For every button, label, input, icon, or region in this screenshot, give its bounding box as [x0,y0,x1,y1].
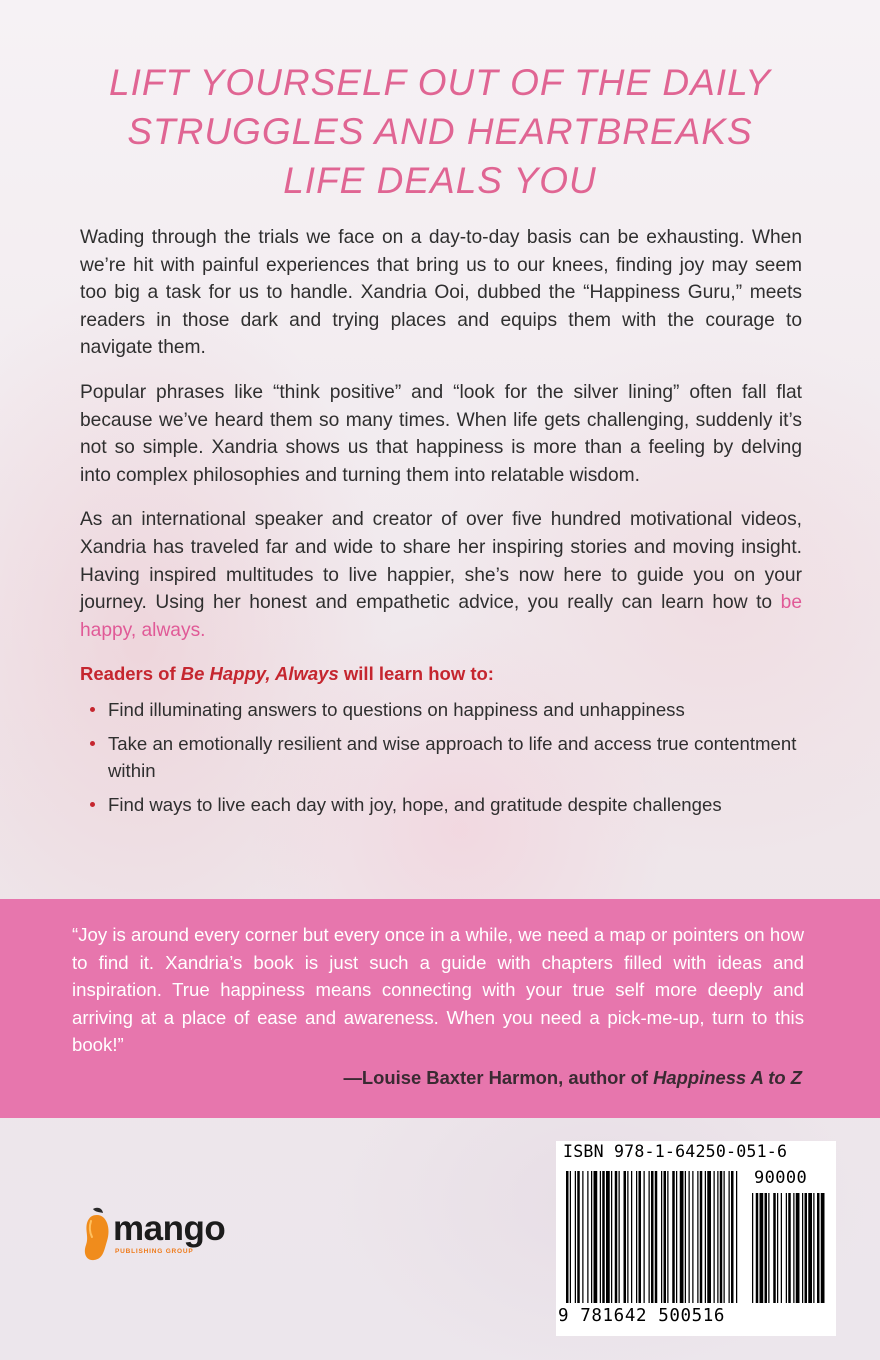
paragraph-3 [80,506,802,644]
barcode-bar [582,1171,583,1303]
barcode-bar [729,1171,730,1303]
list-item [108,696,802,723]
attribution-author: —Louise Baxter Harmon, author of [343,1067,654,1088]
publisher-name: mango [113,1209,226,1248]
list-item-text: Take an emotionally resilient and wise approach to life and access true contentment within [108,733,797,782]
paragraph-1: Wading through the trials we face on a day-to-day basis can be exhausting. When we’re hit with painful experiences that bring us to our knees, finding joy may seem too big a task for us to handle. Xandria Ooi, dubbed the “Happiness Guru,” meets readers in those dark and trying places and equips them with the courage to navigate them. [80,227,802,359]
barcode-bar [566,1171,569,1303]
barcode-bar [680,1171,684,1303]
list-item-text: Find illuminating answers to questions on happiness and unhappiness [108,699,685,721]
barcode-bar [692,1171,693,1303]
isbn-label: ISBN 978-1-64250-051-6 [563,1142,788,1161]
headline-line-3: LIFE DEALS YOU [283,160,597,201]
barcode-addon-bar [752,1193,753,1303]
endorsement-band [0,899,880,1118]
barcode-bar [602,1171,605,1303]
barcode-addon-bar [796,1193,800,1303]
barcode-addon-bar [765,1193,768,1303]
barcode-bar [639,1171,642,1303]
barcode-bar [724,1171,725,1303]
barcode-addon-bar [808,1193,812,1303]
learn-heading-prefix: Readers of [80,663,181,685]
barcode-bar [685,1171,686,1303]
barcode-bar [606,1171,610,1303]
barcode-bar [587,1171,588,1303]
barcode-addon-bar [760,1193,764,1303]
barcode-bar [731,1171,734,1303]
barcode-bar [736,1171,737,1303]
barcode-bar [591,1171,592,1303]
bullet-icon [90,707,95,712]
ean-barcode [562,1171,830,1311]
barcode-bar [649,1171,650,1303]
paragraph-3-highlight: be happy, always. [80,592,802,641]
price-code: 90000 [754,1168,808,1188]
barcode-addon-bar [773,1193,776,1303]
barcode-addon-bar [802,1193,803,1303]
barcode-bar [651,1171,654,1303]
barcode-bar [619,1171,620,1303]
list-item-text: Find ways to live each day with joy, hope, and gratitude despite challenges [108,794,722,816]
barcode-addon-bar [805,1193,808,1303]
barcode-addon-bar [817,1193,820,1303]
barcode-bar [611,1171,612,1303]
barcode-bar [661,1171,662,1303]
endorsement-quote: “Joy is around every corner but every once in a while, we need a map or pointers on how to find it. Xandria’s book is just such a guide with chapters filled with ideas and inspiration. True happiness means connecting with your true self more deeply and arriving at a place of ease and awareness. When you need a pick-me-up, turn to this book!” [72,924,804,1055]
barcode-bar [636,1171,637,1303]
barcode-bar [714,1171,715,1303]
barcode-bar [720,1171,723,1303]
barcode-bar [707,1171,711,1303]
learn-heading-suffix: will learn how to: [338,663,494,685]
headline-line-2: STRUGGLES AND HEARTBREAKS [127,111,753,152]
barcode-addon-bar [793,1193,794,1303]
barcode-bar [644,1171,645,1303]
barcode-bar [627,1171,628,1303]
barcode-bar [672,1171,675,1303]
barcode-bar [624,1171,627,1303]
ean-digits: 9 781642 500516 [558,1306,726,1326]
barcode-bar [577,1171,580,1303]
barcode-bar [575,1171,576,1303]
bullet-icon [90,741,95,746]
barcode-bar [700,1171,703,1303]
barcode-bar [664,1171,667,1303]
barcode-bar [667,1171,668,1303]
headline-line-1: LIFT YOURSELF OUT OF THE DAILY [109,62,771,103]
barcode-bar [676,1171,677,1303]
barcode-bar [705,1171,706,1303]
publisher-logo [83,1207,253,1275]
publisher-tagline: PUBLISHING GROUP [115,1248,194,1255]
barcode-addon-bar [781,1193,782,1303]
isbn-barcode [556,1141,836,1336]
paragraph-2: Popular phrases like “think positive” and “look for the silver lining” often fall flat because we’ve heard them so many times. When life gets challenging, suddenly it’s not so simple. Xandria shows us that happiness is more than a feeling by delving into complex philosophies and turning them into relatable wisdom. [80,381,802,486]
barcode-bar [600,1171,601,1303]
barcode-bar [655,1171,658,1303]
barcode-bar [717,1171,718,1303]
list-item [108,730,802,784]
barcode-addon-bar [756,1193,759,1303]
barcode-addon-bar [777,1193,778,1303]
blurb-body [80,224,802,825]
barcode-bar [631,1171,632,1303]
barcode-bar [570,1171,571,1303]
barcode-addon-bar [813,1193,814,1303]
barcode-addon-bar [786,1193,787,1303]
paragraph-3-text: As an international speaker and creator of over five hundred motivational videos, Xandria has traveled far and wide to share her inspiring stories and moving insight. Having inspired multitudes to live happier, she’s now here to guide you on your journey. Using her honest and empathetic advice, you really can learn how to [80,509,802,614]
attribution-book-title: Happiness A to Z [653,1067,802,1088]
learn-heading-book-title: Be Happy, Always [180,663,339,685]
list-item [108,791,802,818]
endorsement-attribution [344,1067,802,1089]
barcode-addon-bar [788,1193,791,1303]
mango-fruit-icon [83,1207,113,1263]
headline [0,58,880,205]
barcode-bar [689,1171,690,1303]
bullet-icon [90,802,95,807]
barcode-bar [615,1171,618,1303]
barcode-addon-bar [768,1193,769,1303]
learn-heading [80,661,802,687]
barcode-addon-bar [821,1193,825,1303]
barcode-bar [594,1171,598,1303]
barcode-bar [697,1171,698,1303]
learn-list [80,696,802,818]
